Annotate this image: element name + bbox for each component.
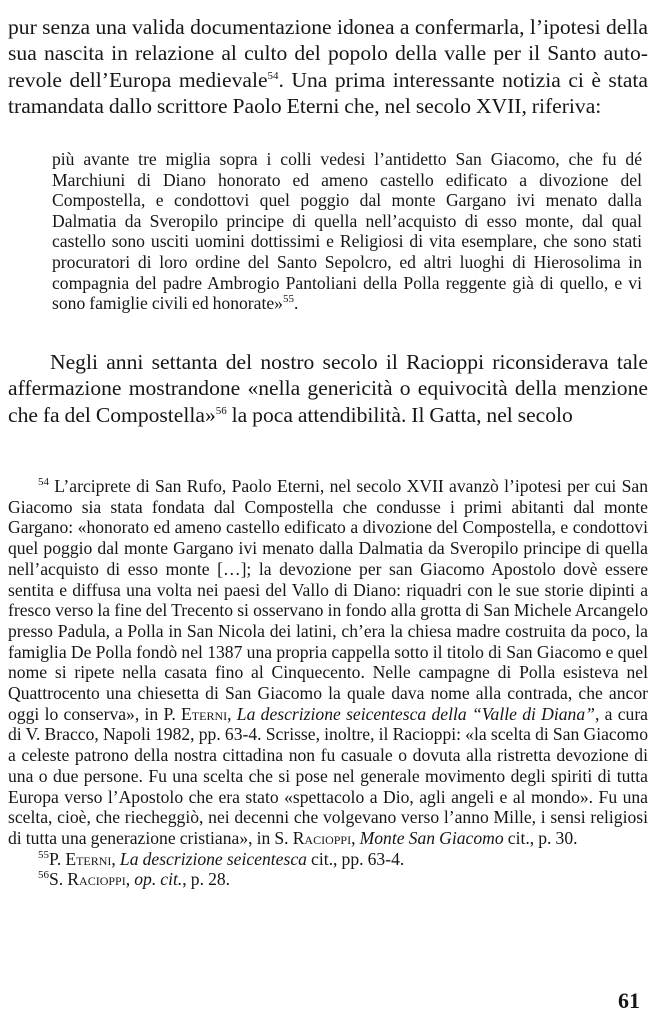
book-title: La descrizione seicentesca della “Valle di Diana” — [236, 703, 595, 724]
separator: , — [125, 869, 135, 890]
footnote-number: 56 — [38, 869, 49, 882]
footnote-text: cit., p. 30. — [503, 827, 578, 848]
body-paragraph-2 — [8, 349, 648, 428]
footnote-ref[interactable]: 56 — [215, 404, 227, 417]
footnote-ref[interactable]: 55 — [282, 293, 294, 306]
footnote-number: 55 — [38, 848, 49, 861]
footnote-text: L’arciprete di San Rufo, Paolo Eterni, nel secolo XVII avanzò l’ipotesi per cui San Giacomo sia stata fondata dal Compostella che condusse i primi abitanti dal monte Gargano: «honorato ed ameno castello edificato a divozione del Compostella, e condottovi quel poggio dal monte Gargano ivi menato dalla Dalmatia da Sveropilo principe di quella nell’acquisto di esso monte […]; la devozione per san Giacomo Apostolo dovè essere sentita e diffusa una volta nei paesi del Vallo di Diano: riquadri con le sue storie dipinti a fresco verso la fine del Trecento si osservano in fondo alla grotta di San Michele Arcangelo presso Padula, a Polla in San Nicola dei latini, ch’era la chiesa madre costruita da poco, la famiglia De Polla fondò nel 1387 una propria cappella sotto il titolo di San Giacomo e quel nome si ripete nella casata fino al Cinquecento. Nelle campagne di Polla esisteva nel Quattrocento una chiesetta di San Giacomo la quale dava nome alla contrada, che ancor oggi lo conserva», in P. — [8, 476, 648, 724]
block-quote — [52, 149, 642, 314]
footnote-ref[interactable]: 54 — [267, 69, 279, 82]
footnote-text: , a cura di V. Bracco, Napoli 1982, pp. 63-4. Scrisse, inoltre, il Racioppi: «la scelta di San Giacomo a celeste patrono della nostra cittadina non fu casuale o dovuta alla ristretta devozione di una o due persone. Fu una scelta che si pose nel generale movimento degli spiriti di tutta Europa verso l’Apostolo che era stato «spettacolo a Dio, agli angeli e al mondo». Fu una scelta, cioè, che riecheggiò, nei decenni che volgevano verso l’anno Mille, i sensi religiosi di tutta una generazione cristiana», in S. — [8, 703, 648, 848]
body-text: . Una prima interessante notizia ci è stata tramandata dallo scrittore Paolo Eterni che, nel secolo XVII, riferiva: — [8, 67, 648, 119]
footnote-text: , p. 28. — [182, 869, 231, 890]
footnote-54 — [8, 476, 648, 849]
body-text: pur senza una valida documentazione idonea a confermarla, l’ipotesi della sua nascita in relazione al culto del popolo della valle per il Santo autorevole dell’Europa medievale — [8, 15, 648, 92]
author-name: Racioppi — [67, 869, 126, 890]
body-text: Negli anni settanta del nostro secolo il Racioppi riconsiderava tale affermazione mostrandone «nella genericità o equivocità della menzione che fa del Compostella» — [8, 350, 648, 427]
body-paragraph-1 — [8, 14, 648, 120]
book-title: Monte San Giacomo — [359, 827, 504, 848]
footnotes — [8, 476, 648, 890]
book-title: op. cit. — [134, 869, 183, 890]
quote-end: . — [293, 293, 299, 314]
author-name: Eterni — [181, 703, 228, 724]
footnote-56 — [8, 869, 648, 890]
separator: , — [351, 827, 360, 848]
author-name: Racioppi — [292, 827, 352, 848]
footnote-number: 54 — [38, 476, 49, 489]
page-number: 61 — [618, 988, 640, 1013]
footnote-text: cit., pp. 63-4. — [306, 848, 405, 869]
quote-text: più avante tre miglia sopra i colli vedesi l’antidetto San Giacomo, che fu dé Marchiuni di Diano honorato ed ameno castello edificato a divozione del Compostella, e condottovi quel poggio dal monte Gargano ivi menato dalla Dalmatia da Sveropilo principe di quella nell’acquisto di esso monte, dal qual castello sono usciti uomini dottissimi e Religiosi di vita esemplare, che sono stati procuratori di loro ordine del Santo Sepolcro, ed altri luoghi di Hierosolima in compagnia del padre Ambrogio Pantoliani della Polla reggente già di quello, e vi sono famiglie civili ed honorate» — [52, 149, 642, 314]
footnote-text: P. — [49, 848, 66, 869]
footnote-text: S. — [49, 869, 68, 890]
separator: , — [111, 848, 120, 869]
footnote-55 — [8, 849, 648, 870]
book-title: La descrizione seicentesca — [119, 848, 307, 869]
separator: , — [227, 703, 237, 724]
body-text: la poca attendibilità. Il Gatta, nel secolo — [226, 402, 573, 427]
author-name: Eterni — [65, 848, 112, 869]
